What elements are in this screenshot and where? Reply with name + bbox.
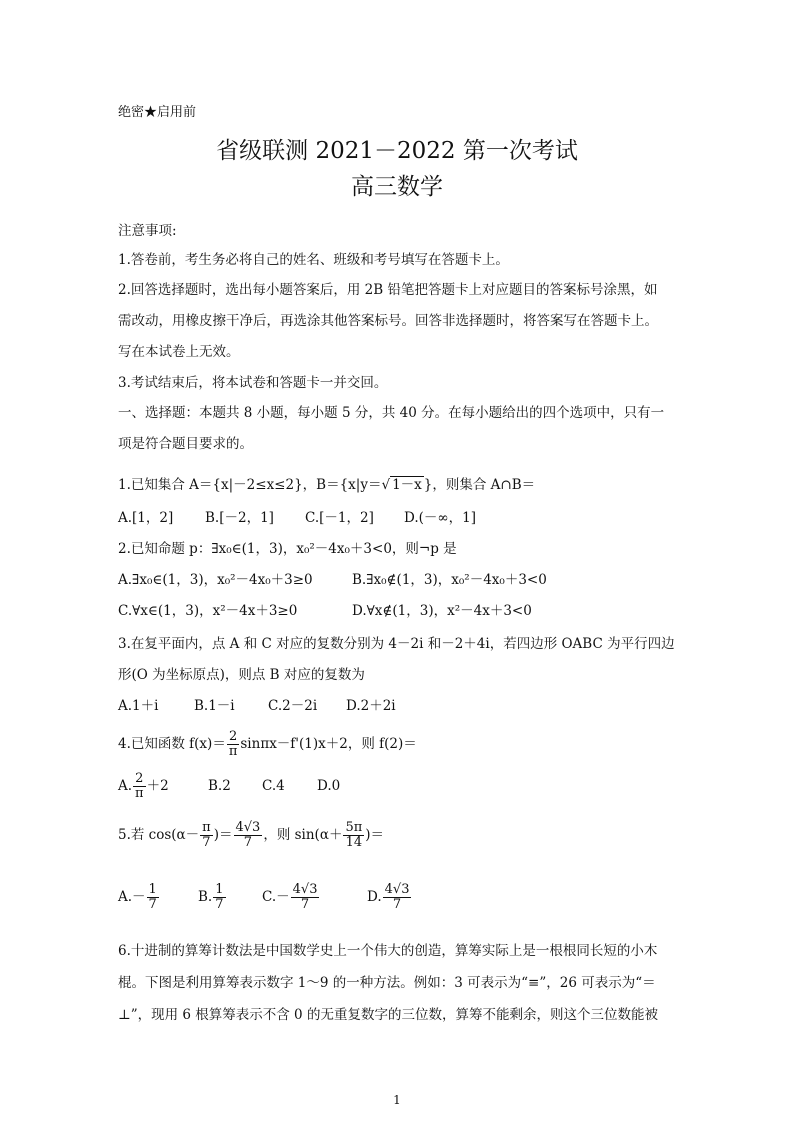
q4-option-a-label: A. xyxy=(118,778,133,794)
q5-option-b xyxy=(198,878,227,916)
question-3-line-1: 3.在复平面内，点 A 和 C 对应的复数分别为 4－2i 和－2＋4i，若四边形 OABC 为平行四边 xyxy=(118,636,675,652)
q5-stem-part-c: ，则 sin(α＋ xyxy=(263,827,343,843)
q5-fraction-3-numerator: 5π xyxy=(345,819,363,835)
q5-stem-part-b: )＝ xyxy=(213,827,233,843)
q3-option-d: D.2＋2i xyxy=(346,698,396,714)
q5-option-d-label: D. xyxy=(367,889,382,905)
q5-option-a xyxy=(118,878,160,916)
q5-fraction-3 xyxy=(343,821,364,851)
q4-fraction-numerator: 2 xyxy=(227,730,240,745)
q5-option-d-fraction xyxy=(383,883,412,913)
q4-option-a-denominator: π xyxy=(135,786,144,801)
q5-fraction-2-denominator: 7 xyxy=(243,835,253,850)
q5-option-d-denominator: 7 xyxy=(392,897,402,912)
notice-item-2-line-3: 写在本试卷上无效。 xyxy=(118,344,240,360)
q5-option-d-numerator: 4√3 xyxy=(384,881,410,897)
q5-fraction-1 xyxy=(200,821,213,851)
q4-option-c: C.4 xyxy=(262,778,285,794)
q1-sqrt-radicand: 1－x xyxy=(392,477,422,493)
q4-stem-part-a: 4.已知函数 f(x)＝ xyxy=(118,736,226,752)
question-5-stem xyxy=(118,817,384,853)
q5-option-a-numerator: 1 xyxy=(148,881,157,897)
q1-option-b: B.[－2，1] xyxy=(205,510,274,526)
notice-item-2-line-1: 2.回答选择题时，选出每小题答案后，用 2B 铅笔把答题卡上对应题目的答案标号涂黑，如 xyxy=(118,282,658,298)
q3-option-c: C.2－2i xyxy=(268,698,318,714)
q2-option-d: D.∀x∉(1，3)，x²－4x＋3<0 xyxy=(352,603,532,619)
sqrt-symbol: √ xyxy=(381,477,391,493)
notice-heading: 注意事项: xyxy=(118,223,177,239)
question-6-line-3: ⊥”，现用 6 根算筹表示不含 0 的无重复数字的三位数，算筹不能剩余，则这个三位数能被 xyxy=(118,1007,658,1023)
q5-option-c-denominator: 7 xyxy=(300,897,310,912)
q5-option-c-numerator: 4√3 xyxy=(292,881,318,897)
q5-option-a-denominator: 7 xyxy=(148,897,157,912)
question-3-line-2: 形(O 为坐标原点)，则点 B 对应的复数为 xyxy=(118,667,365,683)
q5-option-c-label: C.－ xyxy=(262,889,290,905)
q4-stem-part-b: sinπx－f'(1)x＋2，则 f(2)＝ xyxy=(240,736,417,752)
page-number: 1 xyxy=(393,1093,401,1107)
question-1-stem xyxy=(118,476,535,494)
q5-option-a-fraction xyxy=(147,883,159,913)
section-heading-line-2: 项是符合题目要求的。 xyxy=(118,436,253,452)
q2-option-c: C.∀x∈(1，3)，x²－4x＋3≥0 xyxy=(118,603,298,619)
q1-stem-part-a: 1.已知集合 A＝{x|－2≤x≤2}，B＝{x|y＝ xyxy=(118,477,382,493)
confidential-mark: 绝密★启用前 xyxy=(118,105,197,120)
q5-option-c-fraction xyxy=(291,883,320,913)
q1-option-a: A.[1，2] xyxy=(118,510,174,526)
notice-item-3: 3.考试结束后，将本试卷和答题卡一并交回。 xyxy=(118,375,388,391)
q5-option-d xyxy=(367,878,412,916)
q4-option-d: D.0 xyxy=(317,778,341,794)
section-heading-line-1: 一、选择题：本题共 8 小题，每小题 5 分，共 40 分。在每小题给出的四个选项中，只有一 xyxy=(118,405,665,421)
question-2-stem: 2.已知命题 p：∃x₀∈(1，3)，x₀²－4x₀＋3<0，则¬p 是 xyxy=(118,541,457,557)
exam-title: 省级联测 2021－2022 第一次考试 xyxy=(216,138,578,164)
notice-item-1: 1.答卷前，考生务必将自己的姓名、班级和考号填写在答题卡上。 xyxy=(118,252,509,268)
q3-option-b: B.1－i xyxy=(194,698,235,714)
question-6-line-1: 6.十进制的算筹计数法是中国数学史上一个伟大的创造，算筹实际上是一根根同长短的小木 xyxy=(118,943,658,959)
q5-option-b-numerator: 1 xyxy=(215,881,224,897)
q1-stem-part-b: }，则集合 A∩B＝ xyxy=(423,477,536,493)
q3-option-a: A.1＋i xyxy=(118,698,159,714)
q4-option-a-fraction xyxy=(133,772,146,802)
q1-option-d: D.(－∞，1] xyxy=(404,510,477,526)
q5-option-b-label: B. xyxy=(198,889,213,905)
q2-option-b: B.∃x₀∉(1，3)，x₀²－4x₀＋3<0 xyxy=(352,572,547,588)
q5-stem-part-d: )＝ xyxy=(365,827,385,843)
q4-option-a-numerator: 2 xyxy=(133,772,146,787)
q1-option-c: C.[－1，2] xyxy=(305,510,374,526)
q4-fraction-denominator: π xyxy=(228,744,238,759)
q5-fraction-1-numerator: π xyxy=(202,819,211,835)
q4-option-a xyxy=(118,770,169,802)
q5-fraction-3-denominator: 14 xyxy=(345,835,363,850)
q4-option-b: B.2 xyxy=(208,778,231,794)
question-6-line-2: 棍。下图是利用算筹表示数字 1～9 的一种方法。例如：3 可表示为“≡”，26 可表示为“＝ xyxy=(118,975,656,991)
q4-option-a-suffix: ＋2 xyxy=(146,778,169,794)
notice-item-2-line-2: 需改动，用橡皮擦干净后，再选涂其他答案标号。回答非选择题时，将答案写在答题卡上。 xyxy=(118,313,658,329)
q5-fraction-2-numerator: 4√3 xyxy=(235,819,261,835)
q5-option-b-denominator: 7 xyxy=(215,897,224,912)
q5-stem-part-a: 5.若 cos(α－ xyxy=(118,827,200,843)
q5-fraction-2 xyxy=(234,821,263,851)
q5-option-a-label: A.－ xyxy=(118,889,146,905)
question-4-stem xyxy=(118,728,417,760)
q5-fraction-1-denominator: 7 xyxy=(202,835,211,850)
q5-option-b-fraction xyxy=(213,883,225,913)
q4-fraction xyxy=(227,730,240,760)
exam-subject: 高三数学 xyxy=(351,174,443,200)
q2-option-a: A.∃x₀∈(1，3)，x₀²－4x₀＋3≥0 xyxy=(118,572,313,588)
q5-option-c xyxy=(262,878,320,916)
